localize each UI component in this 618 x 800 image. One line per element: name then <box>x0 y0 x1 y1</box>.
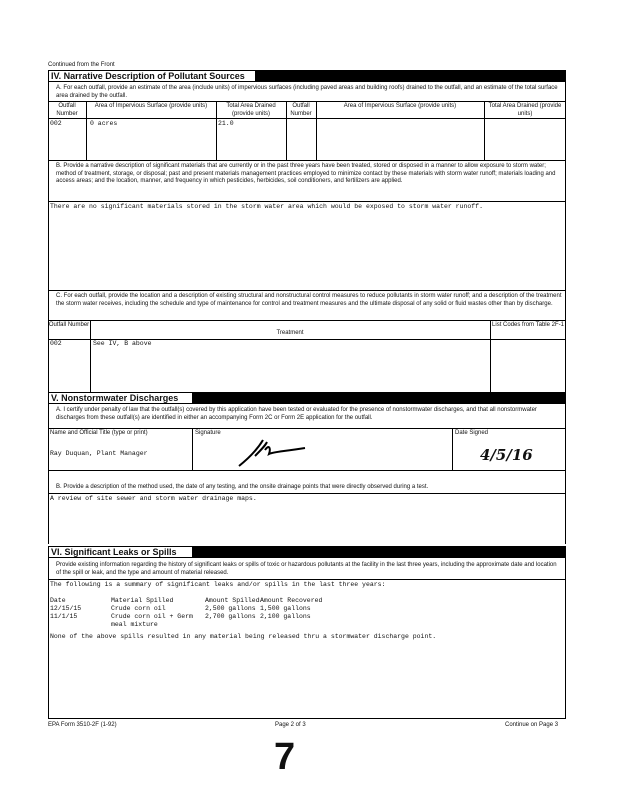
section-iv-title: IV. Narrative Description of Pollutant Sources <box>48 70 256 82</box>
section-v-b-instructions: B. Provide a description of the method used, the date of any testing, and the onsite drainage points that were directly observed during a test. <box>56 484 429 490</box>
c-row-outfall: 002 <box>50 340 62 347</box>
col-amount-spilled: Amount Spilled <box>205 597 260 604</box>
section-iv-c-instructions: C. For each outfall, provide the location and a description of existing structural and nonstructural control measures to reduce pollutants in storm water runoff; and a description of the treatment the storm water receives, including the schedule and type of maintenance for control and treatment measures and the ultimate disposal of any solid or fluid wastes other than by discharge. <box>56 293 562 307</box>
date-signed-value[interactable]: 4/5/16 <box>480 446 533 464</box>
section-iv-header <box>48 70 566 82</box>
c-row-treatment: See IV, B above <box>93 340 152 347</box>
section-v-b-answer[interactable]: A review of site sewer and storm water drainage maps. <box>50 495 257 502</box>
col-outfall-number: Outfall Number <box>48 322 90 328</box>
row-impervious: 0 acres <box>90 120 118 127</box>
section-iv-b-answer[interactable]: There are no significant materials stored in the storm water area which would be exposed to storm water runoff. <box>50 203 483 210</box>
section-vi-title: VI. Significant Leaks or Spills <box>48 546 193 558</box>
continued-label: Continued from the Front <box>48 62 115 68</box>
row-outfall: 002 <box>50 120 62 127</box>
col-total-area: Total Area Drained (provide units) <box>226 103 276 117</box>
signature-label: Signature <box>195 430 221 436</box>
date-signed-label: Date Signed <box>455 430 489 436</box>
spill-date: 11/1/15 <box>50 613 78 620</box>
col-list-codes: List Codes from Table 2F-1 <box>492 322 564 328</box>
section-v-a-certification: A. I certify under penalty of law that the outfall(s) covered by this application have been tested or evaluated for the presence of nonstormwater discharges, and that all nonstormwater discharges from these outfall(s) are identified in either an accompanying Form 2C or Form 2E application for the outfall. <box>56 407 537 421</box>
section-vi-instructions: Provide existing information regarding the history of significant leaks or spills of toxic or hazardous pollutants at the facility in the last three years, including the approximate date and location of the spill or leak, and the type and amount of material released. <box>56 562 557 576</box>
spill-amount: 2,500 gallons <box>205 605 256 612</box>
col-treatment: Treatment <box>276 330 304 336</box>
col-outfall-number-2: Outfall Number <box>290 103 312 117</box>
spill-material: Crude corn oil <box>111 605 166 612</box>
name-title-label: Name and Official Title (type or print) <box>50 430 148 436</box>
col-amount-recovered: Amount Recovered <box>260 597 323 604</box>
section-v-header <box>48 392 566 404</box>
section-iv-a-instructions: A. For each outfall, provide an estimate of the area (include units) of impervious surfaces (including paved areas and building roofs) drained to the outfall, and an estimate of the total surface area drained by the outfall. <box>56 85 558 99</box>
row-total: 21.0 <box>218 120 234 127</box>
spill-recovered: 1,500 gallons <box>260 605 311 612</box>
col-outfall-number: Outfall Number <box>56 103 78 117</box>
section-v-title: V. Nonstormwater Discharges <box>48 392 193 404</box>
spills-intro: The following is a summary of significant leaks and/or spills in the last three years: <box>50 581 386 588</box>
col-total-area-2: Total Area Drained (provide units) <box>488 103 562 117</box>
form-number: EPA Form 3510-2F (1-92) <box>48 722 117 728</box>
spills-conclusion: None of the above spills resulted in any material being released thru a stormwater discharge point. <box>50 633 437 640</box>
col-impervious-area-2: Area of Impervious Surface (provide units) <box>343 103 457 109</box>
spill-recovered: 2,100 gallons <box>260 613 311 620</box>
signature-image <box>235 436 315 468</box>
page-mark: 7 <box>274 736 296 778</box>
spill-date: 12/15/15 <box>50 605 82 612</box>
col-impervious-area: Area of Impervious Surface (provide units) <box>94 103 208 109</box>
col-date: Date <box>50 597 66 604</box>
col-material: Material Spilled <box>111 597 174 604</box>
section-iv-b-instructions: B. Provide a narrative description of significant materials that are currently or in the past three years have been treated, stored or disposed in a manner to allow exposure to storm water; method of treatment, storage, or disposal; past and present materials management practices employed to minimize contact by these materials with storm water runoff; materials loading and access areas; and the location, manner, and frequency in which pesticides, herbicides, soil conditioners, and fertilizers are applied. <box>56 163 556 184</box>
spill-material: Crude corn oil + Germ meal mixture <box>111 613 193 628</box>
page-number: Page 2 of 3 <box>275 722 306 728</box>
continue-note: Continue on Page 3 <box>505 722 559 728</box>
spill-amount: 2,700 gallons <box>205 613 256 620</box>
name-title-value[interactable]: Ray Duquan, Plant Manager <box>50 450 148 457</box>
section-vi-header <box>48 546 566 558</box>
